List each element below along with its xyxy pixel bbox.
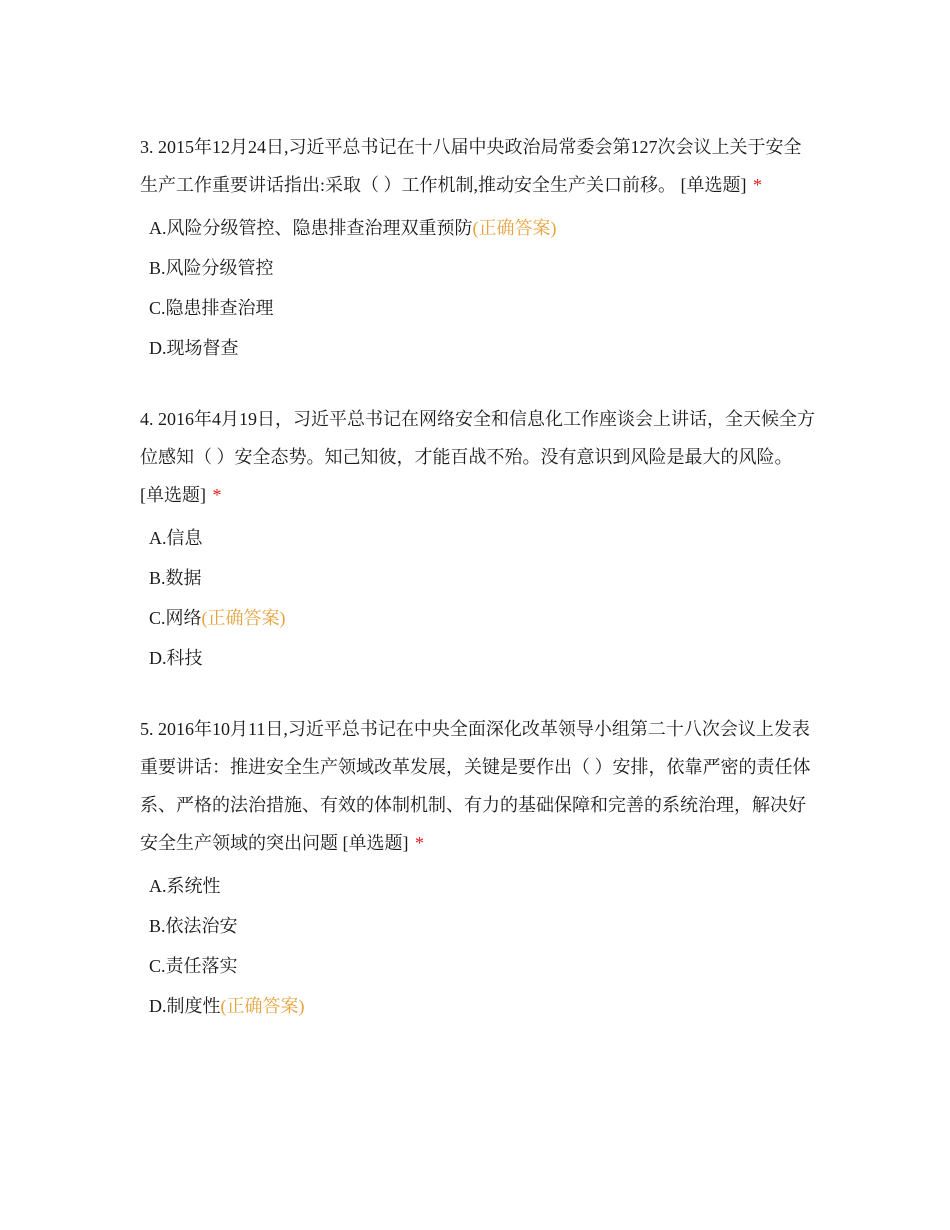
option-d[interactable]: D.科技 xyxy=(149,648,203,668)
question-4 xyxy=(140,400,815,678)
option-b[interactable]: B.数据 xyxy=(149,568,202,588)
question-list xyxy=(140,128,815,1058)
option-list xyxy=(140,518,815,678)
option-a[interactable]: A.系统性 xyxy=(149,876,221,896)
question-stem: 5. 2016年10月11日,习近平总书记在中央全面深化改革领导小组第二十八次会议上发表重要讲话：推进安全生产领域改革发展，关键是要作出（ ）安排，依靠严密的责任体系、严格的法治措施、有效的体制机制、有力的基础保障和完善的系统治理，解决好安全生产领域的突出问题 [单选题] * xyxy=(140,719,811,853)
option-b[interactable]: B.依法治安 xyxy=(149,916,238,936)
required-mark: * xyxy=(753,175,762,195)
option-list xyxy=(140,208,815,368)
required-mark: * xyxy=(415,833,424,853)
option-a[interactable]: A.信息 xyxy=(149,528,203,548)
option-d[interactable]: D.制度性(正确答案) xyxy=(149,996,305,1016)
correct-answer-label: (正确答案) xyxy=(472,218,557,238)
question-stem: 3. 2015年12月24日,习近平总书记在十八届中央政治局常委会第127次会议上关于安全生产工作重要讲话指出:采取（ ）工作机制,推动安全生产关口前移。 [单选题] * xyxy=(140,137,802,195)
correct-answer-label: (正确答案) xyxy=(201,608,286,628)
correct-answer-label: (正确答案) xyxy=(220,996,305,1016)
question-stem: 4. 2016年4月19日，习近平总书记在网络安全和信息化工作座谈会上讲话，全天候全方位感知（ ）安全态势。知己知彼，才能百战不殆。没有意识到风险是最大的风险。 [单选题] * xyxy=(140,409,815,505)
option-c[interactable]: C.隐患排查治理 xyxy=(149,298,274,318)
option-c[interactable]: C.网络(正确答案) xyxy=(149,608,286,628)
question-3 xyxy=(140,128,815,368)
option-d[interactable]: D.现场督查 xyxy=(149,338,239,358)
option-a[interactable]: A.风险分级管控、隐患排查治理双重预防(正确答案) xyxy=(149,218,557,238)
option-list xyxy=(140,866,815,1026)
required-mark: * xyxy=(212,485,222,505)
option-c[interactable]: C.责任落实 xyxy=(149,956,238,976)
option-b[interactable]: B.风险分级管控 xyxy=(149,258,274,278)
question-5 xyxy=(140,710,815,1026)
